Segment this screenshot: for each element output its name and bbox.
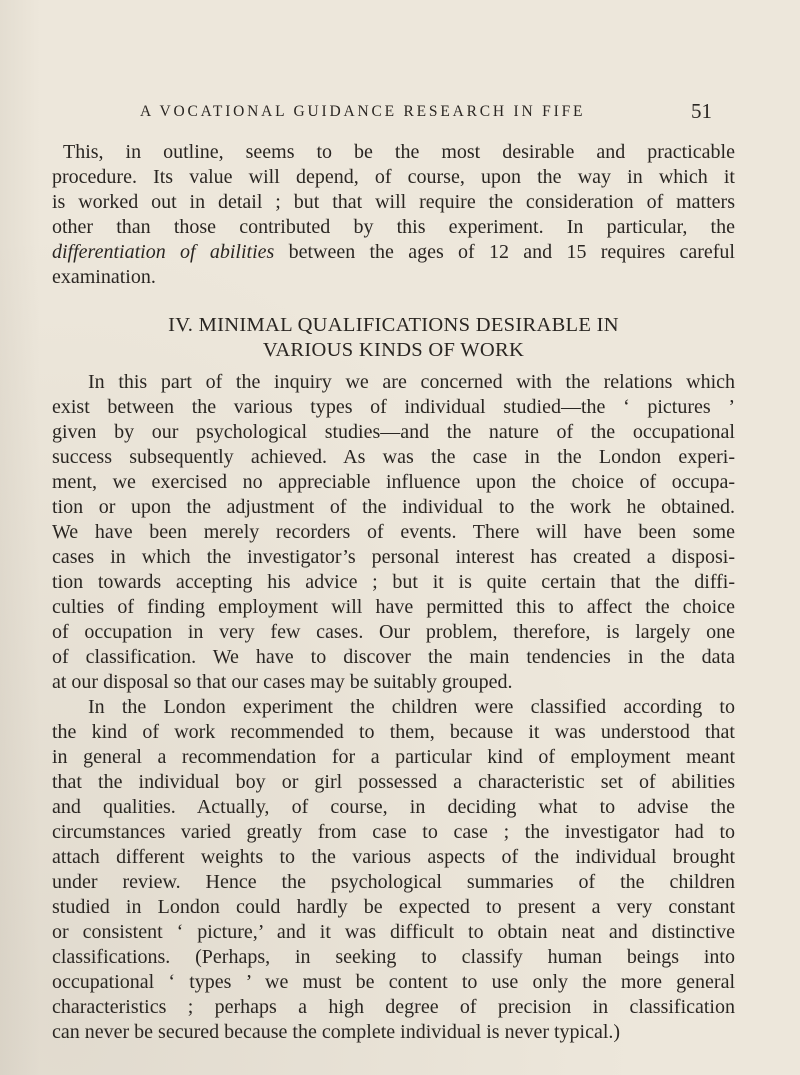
text-line: cases in which the investigator’s personal interest has created a disposi- xyxy=(52,546,735,568)
section-heading-line-2: VARIOUS KINDS OF WORK xyxy=(262,339,525,361)
text-line: in general a recommendation for a particular kind of employment meant xyxy=(52,746,735,768)
text-line: can never be secured because the complete individual is never typical.) xyxy=(52,1021,621,1043)
text-line: circumstances varied greatly from case to case ; the investigator had to xyxy=(52,821,735,843)
text-line: or consistent ‘ picture,’ and it was difficult to obtain neat and distinctive xyxy=(52,921,735,943)
text-line: This, in outline, seems to be the most desirable and practicable xyxy=(63,141,735,163)
paragraph-1 xyxy=(52,140,735,290)
text-line: is worked out in detail ; but that will require the consideration of matters xyxy=(52,191,735,213)
paragraph-2 xyxy=(52,370,735,695)
text-fragment: between the ages of 12 and 15 requires careful xyxy=(274,241,735,263)
text-line: under review. Hence the psychological summaries of the children xyxy=(52,871,735,893)
text-line: and qualities. Actually, of course, in deciding what to advise the xyxy=(52,796,735,818)
text-line: success subsequently achieved. As was the case in the London experi- xyxy=(52,446,735,468)
paragraph-3 xyxy=(52,695,735,1045)
running-head xyxy=(140,99,712,127)
italic-phrase: differentiation of abilities xyxy=(52,241,275,263)
text-line: culties of finding employment will have permitted this to affect the choice xyxy=(52,596,735,618)
text-line: classifications. (Perhaps, in seeking to classify human beings into xyxy=(52,946,735,968)
text-line: ment, we exercised no appreciable influence upon the choice of occupa- xyxy=(52,471,735,493)
text-line: tion or upon the adjustment of the individual to the work he obtained. xyxy=(52,496,735,518)
text-line: exist between the various types of individual studied—the ‘ pictures ’ xyxy=(52,396,735,418)
text-line: In the London experiment the children were classified according to xyxy=(88,696,735,718)
text-line: procedure. Its value will depend, of course, upon the way in which it xyxy=(52,166,735,188)
text-line: of classification. We have to discover the main tendencies in the data xyxy=(52,646,735,668)
page-number: 51 xyxy=(691,99,712,123)
text-line: characteristics ; perhaps a high degree of precision in classification xyxy=(52,996,735,1018)
text-line: of occupation in very few cases. Our problem, therefore, is largely one xyxy=(52,621,735,643)
text-line: tion towards accepting his advice ; but it is quite certain that the diffi- xyxy=(52,571,735,593)
text-line: that the individual boy or girl possessed a characteristic set of abilities xyxy=(52,771,735,793)
text-line: the kind of work recommended to them, because it was understood that xyxy=(52,721,735,743)
running-head-title: A VOCATIONAL GUIDANCE RESEARCH IN FIFE xyxy=(140,103,586,120)
text-line: We have been merely recorders of events. There will have been some xyxy=(52,521,735,543)
text-line: other than those contributed by this experiment. In particular, the xyxy=(52,216,735,238)
text-line: attach different weights to the various aspects of the individual brought xyxy=(52,846,735,868)
text-line: studied in London could hardly be expected to present a very constant xyxy=(52,896,735,918)
text-line: at our disposal so that our cases may be suitably grouped. xyxy=(52,671,513,693)
text-line: In this part of the inquiry we are concerned with the relations which xyxy=(88,371,735,393)
text-line: occupational ‘ types ’ we must be content to use only the more general xyxy=(52,971,735,993)
section-heading xyxy=(52,313,735,363)
text-line: examination. xyxy=(52,266,156,288)
text-line xyxy=(52,240,735,265)
text-line: given by our psychological studies—and the nature of the occupational xyxy=(52,421,735,443)
section-heading-line-1: IV. MINIMAL QUALIFICATIONS DESIRABLE IN xyxy=(168,314,619,336)
